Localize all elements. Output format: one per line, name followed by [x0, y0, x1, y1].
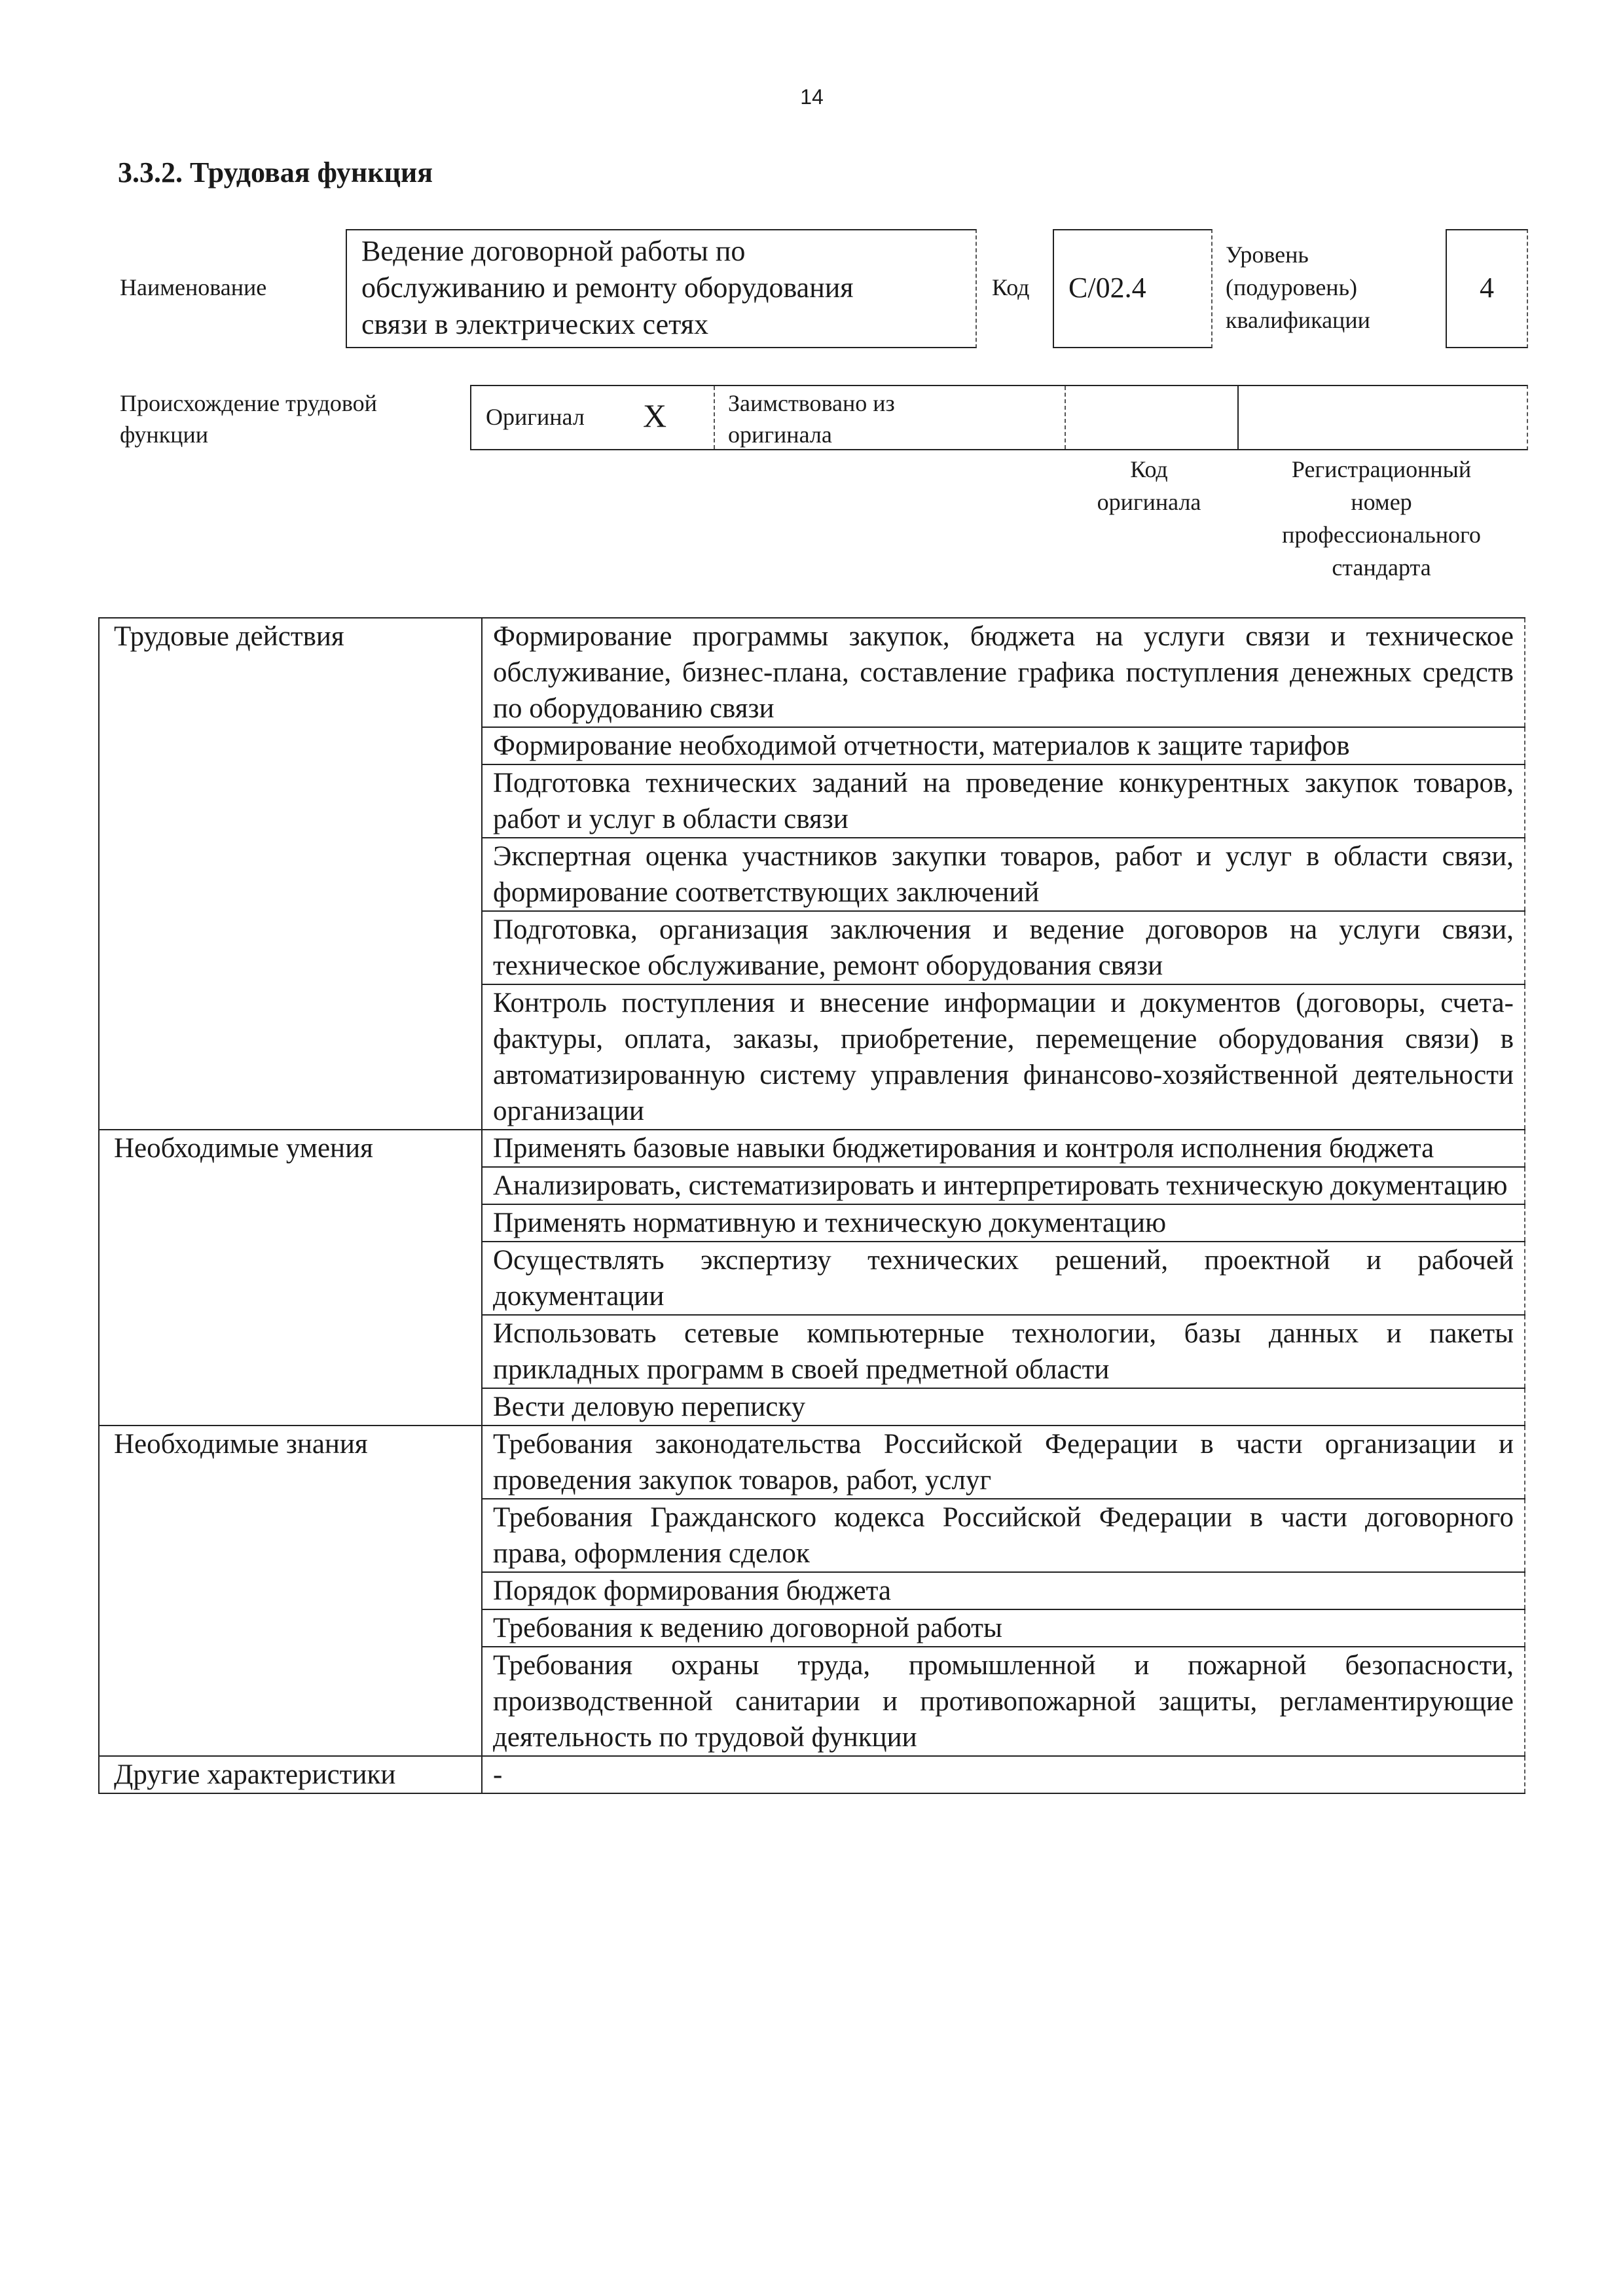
level-label-line: квалификации — [1226, 307, 1370, 333]
reg-number-cell-divider — [1237, 386, 1239, 449]
reg-number-caption-line: Регистрационный — [1291, 456, 1472, 482]
table-row — [99, 618, 1525, 727]
function-details-table — [98, 617, 1525, 1794]
item-cell: Вести деловую переписку — [482, 1388, 1525, 1426]
category-cell: Необходимые умения — [99, 1130, 482, 1426]
item-cell: Порядок формирования бюджета — [482, 1572, 1525, 1609]
borrowed-label — [728, 387, 895, 450]
item-cell: Требования законодательства Российской Федерации в части организации и проведения закупок товаров, работ, услуг — [482, 1426, 1525, 1499]
item-cell: Осуществлять экспертизу технических решений, проектной и рабочей документации — [482, 1242, 1525, 1315]
origin-label — [120, 387, 377, 450]
borrowed-label-line: оригинала — [728, 422, 832, 448]
item-cell: Применять базовые навыки бюджетирования и контроля исполнения бюджета — [482, 1130, 1525, 1167]
level-label-line: (подуровень) — [1226, 274, 1357, 300]
code-value: C/02.4 — [1068, 272, 1146, 304]
item-cell: Использовать сетевые компьютерные технологии, базы данных и пакеты прикладных программ в своей предметной области — [482, 1315, 1525, 1388]
original-mark: X — [643, 397, 667, 434]
category-cell: Трудовые действия — [99, 618, 482, 1130]
reg-number-caption — [1247, 453, 1516, 584]
item-cell: Подготовка технических заданий на проведение конкурентных закупок товаров, работ и услуг в области связи — [482, 764, 1525, 838]
level-label — [1226, 238, 1370, 336]
item-cell: Подготовка, организация заключения и ведение договоров на услуги связи, техническое обслуживание, ремонт оборудования связи — [482, 911, 1525, 984]
item-cell: Требования Гражданского кодекса Российской Федерации в части договорного права, оформления сделок — [482, 1499, 1525, 1572]
item-cell: Контроль поступления и внесение информации и документов (договоры, счета-фактуры, оплата, заказы, приобретение, перемещение оборудования связи) в автоматизированную систему управления финансово-хозяйственной деятельности организации — [482, 984, 1525, 1130]
code-box — [1053, 229, 1213, 348]
item-cell: Требования охраны труда, промышленной и пожарной безопасности, производственной санитарии и противопожарной защиты, регламентирующие деятельность по трудовой функции — [482, 1647, 1525, 1756]
category-cell: Необходимые знания — [99, 1426, 482, 1756]
item-cell: Анализировать, систематизировать и интерпретировать техническую документацию — [482, 1167, 1525, 1204]
function-name-line: обслуживанию и ремонту оборудования — [361, 272, 854, 304]
code-original-caption-line: оригинала — [1097, 489, 1201, 515]
origin-label-line: Происхождение трудовой — [120, 390, 377, 416]
item-cell: Требования к ведению договорной работы — [482, 1609, 1525, 1647]
name-label: Наименование — [120, 274, 267, 300]
table-row — [99, 1130, 1525, 1167]
level-value: 4 — [1480, 272, 1494, 304]
code-original-caption — [1074, 453, 1224, 518]
function-name-line: связи в электрических сетях — [361, 308, 709, 340]
function-name-line: Ведение договорной работы по — [361, 235, 746, 267]
item-cell: Экспертная оценка участников закупки товаров, работ и услуг в области связи, формирование соответствующих заключений — [482, 838, 1525, 911]
reg-number-caption-line: профессионального — [1282, 522, 1481, 548]
code-original-caption-line: Код — [1130, 456, 1168, 482]
origin-box — [470, 385, 1528, 450]
reg-number-caption-line: стандарта — [1332, 554, 1431, 581]
level-box — [1446, 229, 1528, 348]
page-number: 14 — [800, 85, 824, 109]
original-label: Оригинал — [486, 404, 585, 430]
function-name-box — [346, 229, 977, 348]
item-cell: Формирование необходимой отчетности, материалов к защите тарифов — [482, 727, 1525, 764]
category-cell: Другие характеристики — [99, 1756, 482, 1793]
level-label-line: Уровень — [1226, 242, 1309, 268]
reg-number-caption-line: номер — [1351, 489, 1412, 515]
table-row — [99, 1756, 1525, 1793]
item-cell: Формирование программы закупок, бюджета на услуги связи и техническое обслуживание, бизнес-плана, составление графика поступления денежных средств по оборудованию связи — [482, 618, 1525, 727]
origin-label-line: функции — [120, 422, 208, 448]
code-label: Код — [992, 274, 1030, 300]
code-original-cell-divider — [1065, 386, 1066, 449]
origin-divider — [714, 386, 715, 449]
borrowed-label-line: Заимствовано из — [728, 390, 895, 416]
section-title: 3.3.2. Трудовая функция — [118, 156, 433, 188]
item-cell: - — [482, 1756, 1525, 1793]
table-row — [99, 1426, 1525, 1499]
item-cell: Применять нормативную и техническую документацию — [482, 1204, 1525, 1242]
